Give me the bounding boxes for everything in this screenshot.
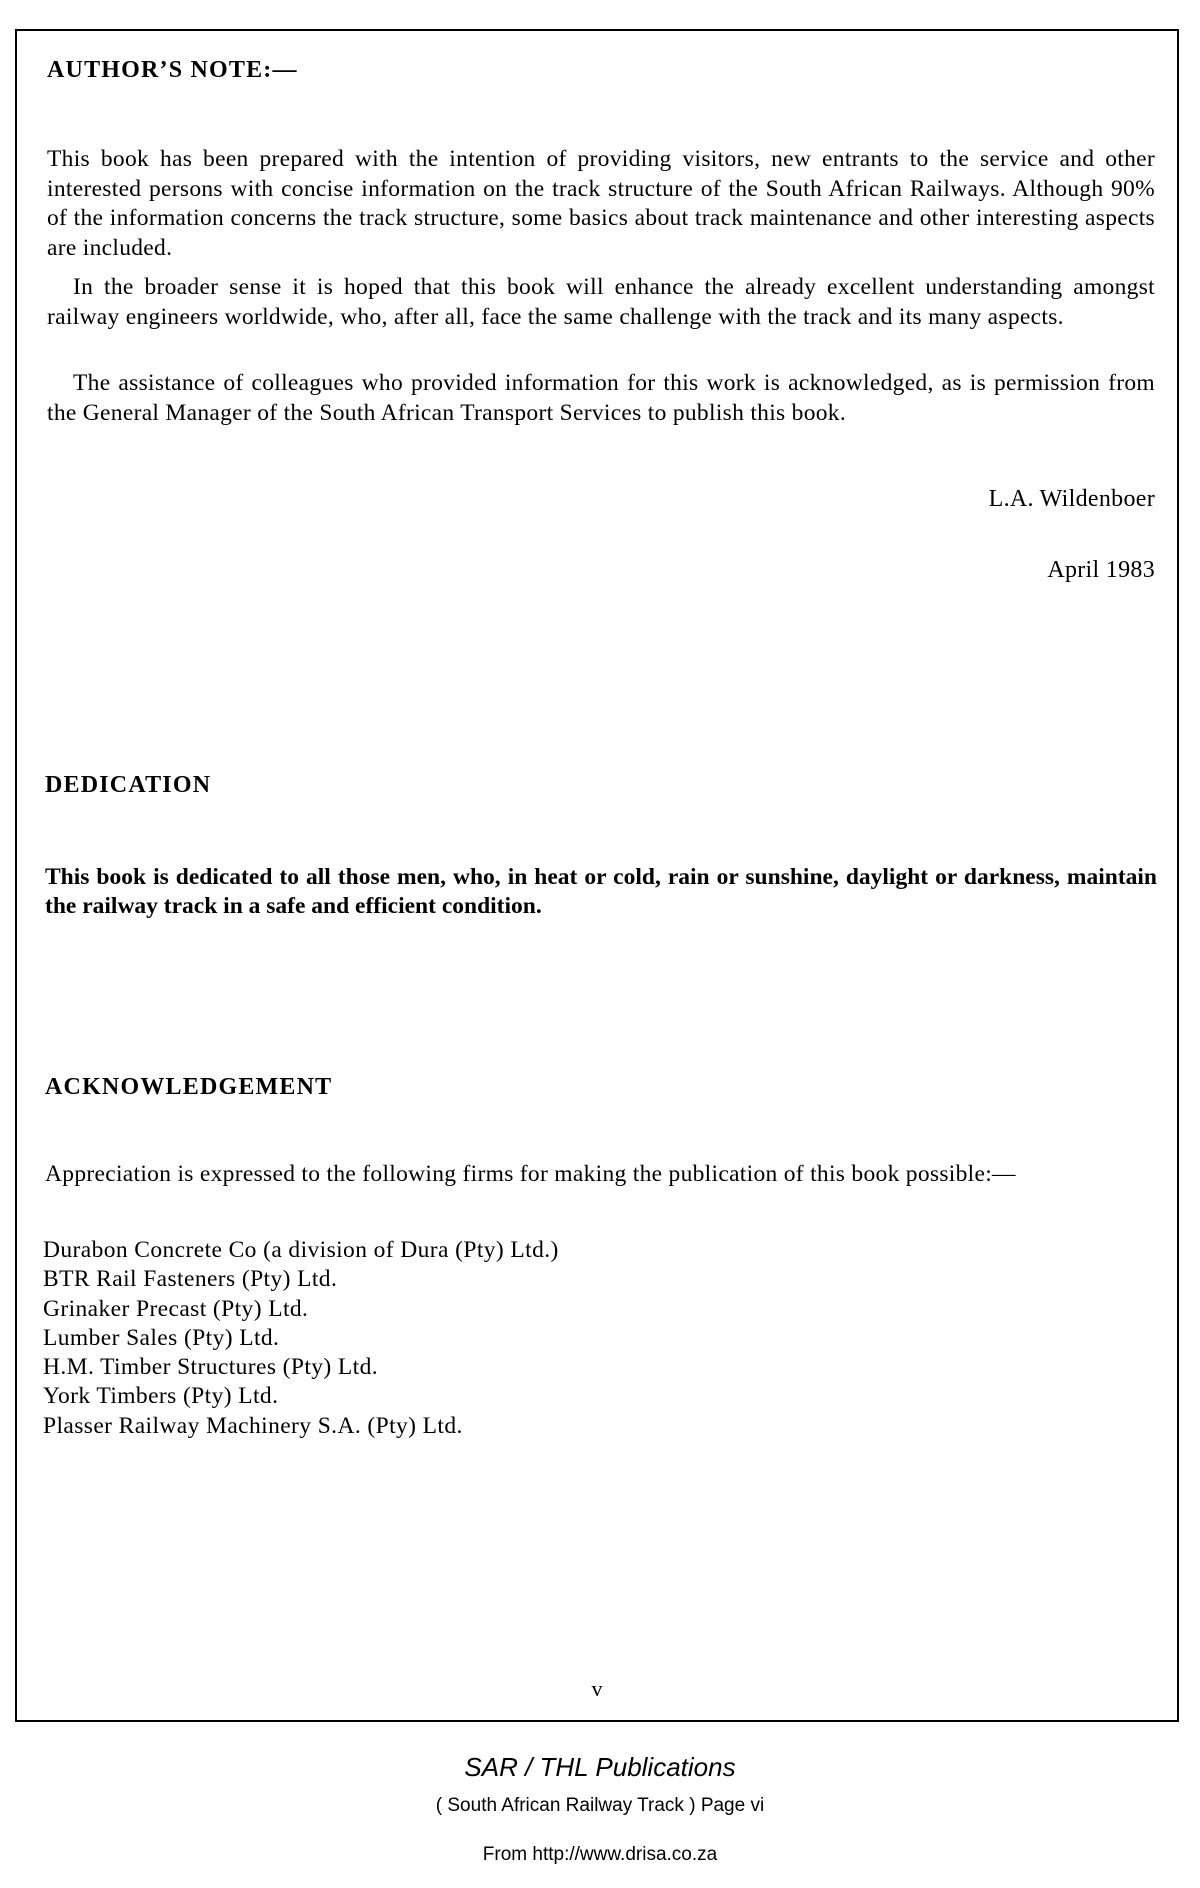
list-item: Durabon Concrete Co (a division of Dura (Pty) Ltd.) <box>43 1237 559 1263</box>
firm-list <box>43 1236 559 1441</box>
page-number: v <box>591 1676 603 1701</box>
author-note-heading: AUTHOR’S NOTE:— <box>47 57 298 83</box>
list-item: H.M. Timber Structures (Pty) Ltd. <box>43 1354 379 1381</box>
list-item: Lumber Sales (Pty) Ltd. <box>43 1324 280 1351</box>
page-frame <box>15 29 1179 1722</box>
footer-publisher: SAR / THL Publications <box>464 1752 736 1782</box>
list-item: Grinaker Precast (Pty) Ltd. <box>43 1295 309 1322</box>
author-note-paragraph-3: The assistance of colleagues who provided information for this work is acknowledged, as is permission from the General Manager of the South African Transport Services to publish this book. <box>47 370 1155 426</box>
dedication-text: This book is dedicated to all those men, who, in heat or cold, rain or sunshine, daylight or darkness, maintain the railway track in a safe and efficient condition. <box>45 864 1157 919</box>
dedication-heading: DEDICATION <box>45 772 212 798</box>
author-signature: L.A. Wildenboer <box>988 486 1155 512</box>
acknowledgement-intro: Appreciation is expressed to the following firms for making the publication of this book possible:— <box>45 1161 1016 1187</box>
footer-source: From http://www.drisa.co.za <box>482 1844 718 1865</box>
author-date: April 1983 <box>1047 557 1155 583</box>
acknowledgement-heading: ACKNOWLEDGEMENT <box>45 1074 333 1100</box>
list-item: Plasser Railway Machinery S.A. (Pty) Ltd. <box>43 1412 463 1439</box>
author-note-paragraph-1: This book has been prepared with the intention of providing visitors, new entrants to the service and other interested persons with concise information on the track structure of the South African Railways. Although 90% of the information concerns the track structure, some basics about track maintenance and other interesting aspects are included. <box>47 146 1155 261</box>
list-item: York Timbers (Pty) Ltd. <box>43 1383 279 1410</box>
author-note-paragraph-2: In the broader sense it is hoped that this book will enhance the already excellent understanding amongst railway engineers worldwide, who, after all, face the same challenge with the track and its many aspects. <box>47 274 1155 330</box>
list-item: BTR Rail Fasteners (Pty) Ltd. <box>43 1266 338 1293</box>
footer-book-page: ( South African Railway Track ) Page vi <box>435 1795 765 1816</box>
